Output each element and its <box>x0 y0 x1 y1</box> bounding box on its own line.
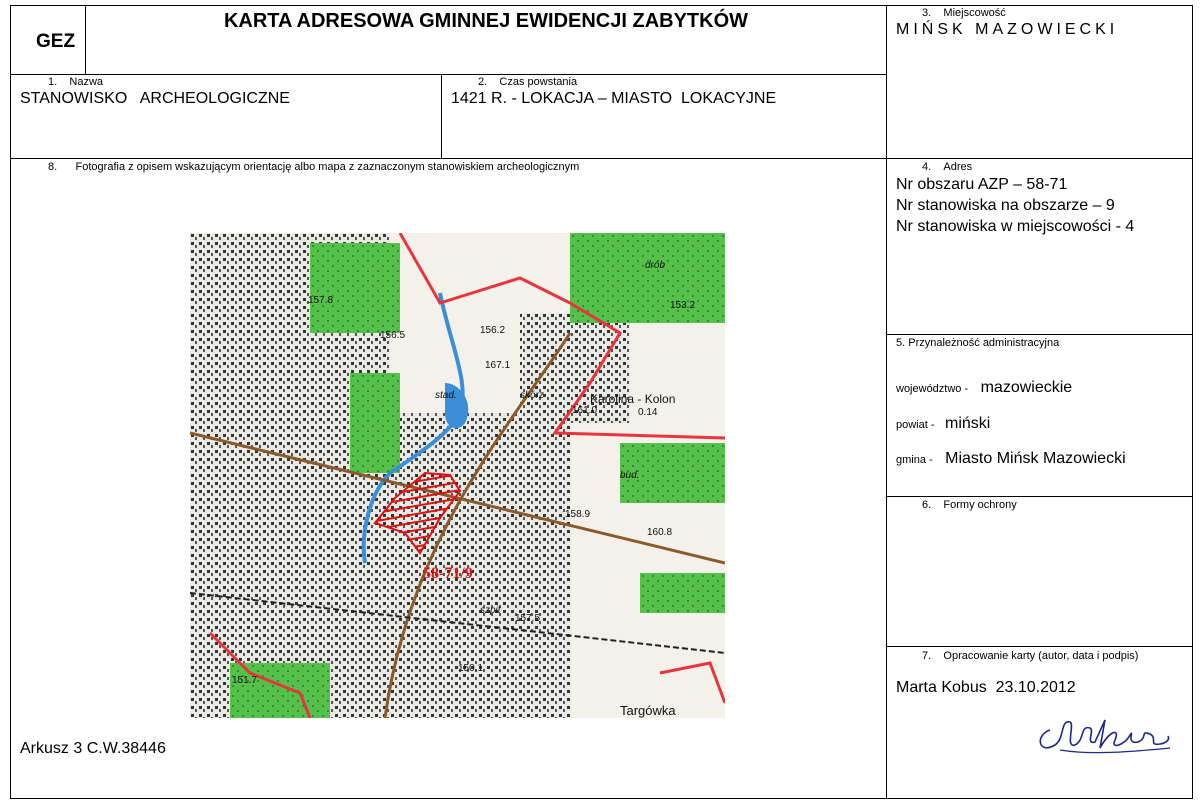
spot-height: 158.9 <box>565 509 591 520</box>
gez-code: GEZ <box>36 31 76 52</box>
czas-num: 2. <box>478 76 488 88</box>
spot-height: 160.8 <box>647 527 673 538</box>
gmina-label: gmina - <box>896 454 933 466</box>
nazwa-label <box>48 76 103 88</box>
spot-height: 157.5 <box>515 613 541 624</box>
przynaleznosc-label: 5. Przynależność administracyjna <box>896 337 1060 349</box>
wojewodztwo-value: mazowieckie <box>980 379 1073 396</box>
miejscowosc-label-text: Miejscowość <box>943 7 1006 19</box>
spot-height: 156.2 <box>480 325 506 336</box>
adres-line-1: Nr obszaru AZP – 58-71 <box>896 176 1068 193</box>
forest-south <box>230 663 330 718</box>
forest-center <box>350 373 400 473</box>
topographic-map <box>190 233 725 718</box>
czas-value: 1421 R. - LOKACJA – MIASTO LOKACYJNE <box>451 90 777 107</box>
powiat-value: miński <box>944 415 991 432</box>
czas-label <box>478 76 577 88</box>
spot-height: 156.5 <box>380 330 406 341</box>
gmina-row <box>896 450 1126 468</box>
miejscowosc-value: MIŃSK MAZOWIECKI <box>896 21 1119 38</box>
signature <box>1030 700 1180 770</box>
foto-num: 8. <box>48 161 58 173</box>
adres-num: 4. <box>922 161 932 173</box>
adres-line-2: Nr stanowiska na obszarze – 9 <box>896 197 1115 214</box>
spot-height: 0.14 <box>638 407 658 418</box>
nazwa-value: STANOWISKO ARCHEOLOGICZNE <box>20 90 290 107</box>
nazwa-num: 1. <box>48 76 58 88</box>
czas-label-text: Czas powstania <box>499 76 578 88</box>
foto-label <box>48 161 579 173</box>
map-svg <box>190 233 725 718</box>
powiat-label: powiat - <box>896 419 935 431</box>
place-bud: bud. <box>620 470 640 481</box>
gmina-value: Miasto Mińsk Mazowiecki <box>945 450 1126 467</box>
spot-height: 167.1 <box>485 360 511 371</box>
miejscowosc-num: 3. <box>922 7 932 19</box>
place-targowka: Targówka <box>620 703 676 718</box>
adres-line-3: Nr stanowiska w miejscowości - 4 <box>896 218 1135 235</box>
opracowanie-num: 7. <box>922 650 932 662</box>
forest-northeast <box>570 233 725 323</box>
place-drob: drób <box>645 260 666 271</box>
foto-label-text: Fotografia z opisem wskazującym orientację albo mapa z zaznaczonym stanowiskiem archeologicznym <box>75 161 580 173</box>
adres-label-text: Adres <box>943 161 973 173</box>
opracowanie-label <box>922 650 1138 662</box>
forest-north <box>310 243 400 333</box>
nazwa-label-text: Nazwa <box>69 76 104 88</box>
formy-label-text: Formy ochrony <box>943 499 1017 511</box>
adres-label <box>922 161 972 173</box>
spot-height: 151.7 <box>232 675 258 686</box>
place-skorz: skórz <box>520 390 544 401</box>
place-szpit: szpit <box>480 605 501 616</box>
formy-label <box>922 499 1017 511</box>
wojewodztwo-label: województwo - <box>896 383 969 395</box>
spot-height: 157.8 <box>308 295 334 306</box>
page-title: KARTA ADRESOWA GMINNEJ EWIDENCJI ZABYTKÓW <box>223 10 749 32</box>
powiat-row <box>896 415 990 433</box>
opracowanie-label-text: Opracowanie karty (autor, data i podpis) <box>943 650 1139 662</box>
formy-num: 6. <box>922 499 932 511</box>
spot-height: 150.1 <box>458 663 484 674</box>
arkusz-label: Arkusz 3 C.W.38446 <box>20 740 166 757</box>
wojewodztwo-row <box>896 379 1072 397</box>
site-label: 58-71/9 <box>423 565 473 582</box>
place-karolina: Karolina - Kolon <box>590 392 676 406</box>
spot-height: 153.2 <box>670 300 696 311</box>
spot-height: 161.0 <box>572 405 598 416</box>
place-stad: stad. <box>435 390 457 401</box>
miejscowosc-label <box>922 7 1006 19</box>
opracowanie-value: Marta Kobus 23.10.2012 <box>896 679 1076 696</box>
forest-southeast <box>640 573 725 613</box>
